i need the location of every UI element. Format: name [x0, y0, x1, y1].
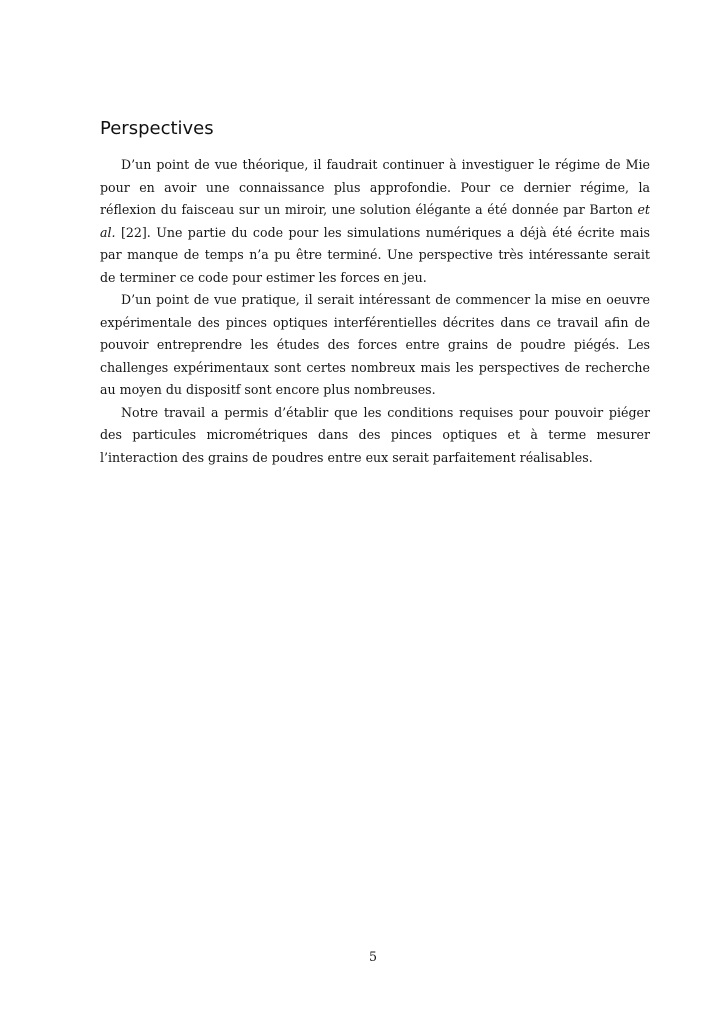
body-text	[100, 154, 650, 469]
paragraph-conclusion: Notre travail a permis d’établir que les conditions requises pour pouvoir piéger des particules micrométriques dans des pinces optiques et à terme mesurer l’interaction des grains de poudres entre eux serait parfaitement réalisables.	[100, 404, 650, 465]
citation-et-al: et al.	[100, 202, 650, 240]
paragraph-theory	[100, 154, 650, 289]
paragraph-theory-text-end: [22]. Une partie du code pour les simulations numériques a déjà été écrite mais par manque de temps n’a pu être terminé. Une perspective très intéressante serait de terminer ce code pour estimer les forces en jeu.	[100, 224, 650, 285]
paragraph-theory-text-start: D’un point de vue théorique, il faudrait continuer à investiguer le régime de Mie pour en avoir une connaissance plus approfondie. Pour ce dernier régime, la réflexion du faisceau sur un miroir, une solution élégante a été donnée par Barton	[100, 157, 650, 217]
page-number: 5	[368, 949, 377, 964]
section-heading: Perspectives	[100, 118, 214, 139]
paragraph-practice: D’un point de vue pratique, il serait intéressant de commencer la mise en oeuvre expérimentale des pinces optiques interférentielles décrites dans ce travail afin de pouvoir entreprendre les études des forces entre grains de poudre piégés. Les challenges expérimentaux sont certes nombreux mais les perspectives de recherche au moyen du dispositf sont encore plus nombreuses.	[100, 292, 650, 397]
